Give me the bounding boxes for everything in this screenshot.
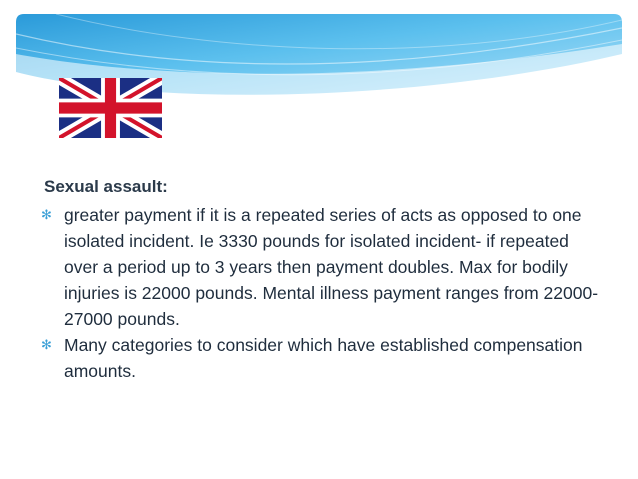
union-jack-flag-icon <box>59 78 162 138</box>
bullet-list <box>41 202 604 384</box>
bullet-text: greater payment if it is a repeated series of acts as opposed to one isolated incident. Ie 3330 pounds for isolated incident- if repeated over a period up to 3 years then payment doubles. Max for bodily injuries is 22000 pounds. Mental illness payment ranges from 22000-27000 pounds. <box>64 205 599 329</box>
bullet-item <box>41 202 604 332</box>
section-heading: Sexual assault: <box>44 177 168 196</box>
slide-content <box>41 174 604 384</box>
bullet-item <box>41 332 604 384</box>
bullet-marker-icon: ✻ <box>41 207 52 222</box>
bullet-text: Many categories to consider which have established compensation amounts. <box>64 335 583 381</box>
bullet-marker-icon: ✻ <box>41 337 52 352</box>
